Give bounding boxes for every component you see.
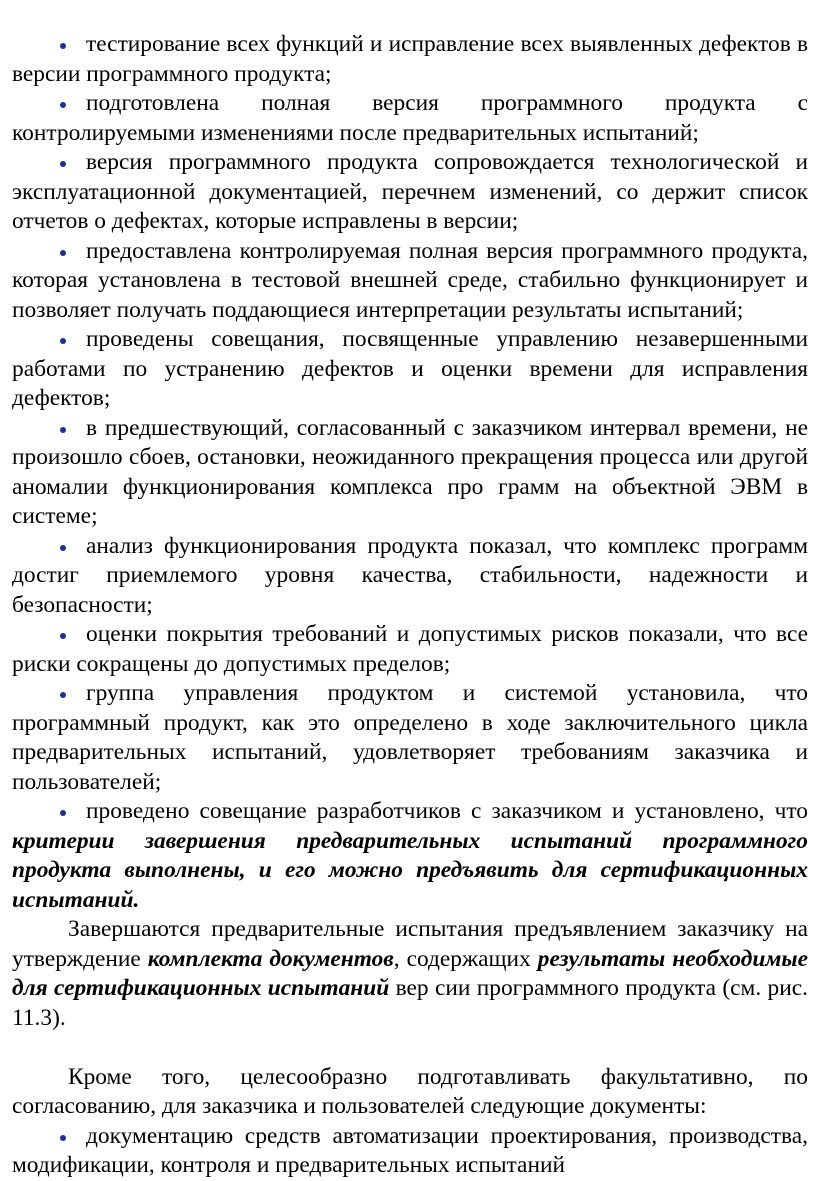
list-item: версия программного продукта сопровождается технологической и эксплуатационной документацией, перечнем изменений, со держит список отчетов о дефектах, которые исправлены в версии; (12, 149, 808, 234)
list-item: подготовлена полная версия программного продукта с контролируемыми изменениями после предварительных испытаний; (12, 90, 808, 146)
list-item: в предшествующий, согласованный с заказчиком интервал времени, не произошло сбоев, остановки, неожиданного прекращения процесса или другой аномалии функционирования комплекса про грамм на объектной ЭВМ в системе; (12, 414, 808, 529)
list-item: предоставлена контролируемая полная версия программного продукта, которая установлена в тестовой внешней среде, стабильно функционирует и позволяет получать поддающиеся интерпретации результаты испытаний; (12, 237, 808, 323)
list-item: проведены совещания, посвященные управлению незавершенными работами по устранению дефектов и оценки времени для исправления дефектов; (12, 326, 808, 411)
list-item: оценки покрытия требований и допустимых рисков показали, что все риски сокращены до допустимых пределов; (12, 621, 808, 677)
emphasis-text: критерии завершения предварительных испытаний программного продукта выполнены, и его можно предъявить для сертификационных испытаний. (12, 827, 808, 913)
list-item: документацию средств автоматизации проектирования, производства, модификации, контроля и предварительных испытаний (12, 1122, 808, 1178)
emphasis-text: комплекта документов (147, 945, 394, 972)
list-item: группа управления продуктом и системой установила, что программный продукт, как это определено в ходе заключительного цикла предварительных испытаний, удовлетворяет требованиям заказчика и пользователей; (12, 680, 808, 795)
list-item: анализ функционирования продукта показал, что комплекс программ достиг приемлемого уровня качества, стабильности, надежности и безопасности; (12, 532, 808, 618)
list-item: проведено совещание разработчиков с заказчиком и установлено, что критерии завершения предварительных испытаний программного продукта выполнены, и его можно предъявить для сертификационных испытаний. (12, 798, 808, 913)
blank-line (12, 1033, 808, 1063)
paragraph: Завершаются предварительные испытания предъявлением заказчику на утверждение комплекта документов, содержащих результаты необходимые для сертификационных испытаний вер сии программного продукта (см. рис. 11.3). (12, 916, 808, 1031)
paragraph: Кроме того, целесообразно подготавливать факультативно, по согласованию, для заказчика и пользователей следующие документы: (12, 1063, 808, 1119)
emphasis-text: результаты необходимые для сертификационных испытаний (12, 945, 808, 1001)
list-item: тестирование всех функций и исправление всех выявленных дефектов в версии программного продукта; (12, 31, 808, 87)
